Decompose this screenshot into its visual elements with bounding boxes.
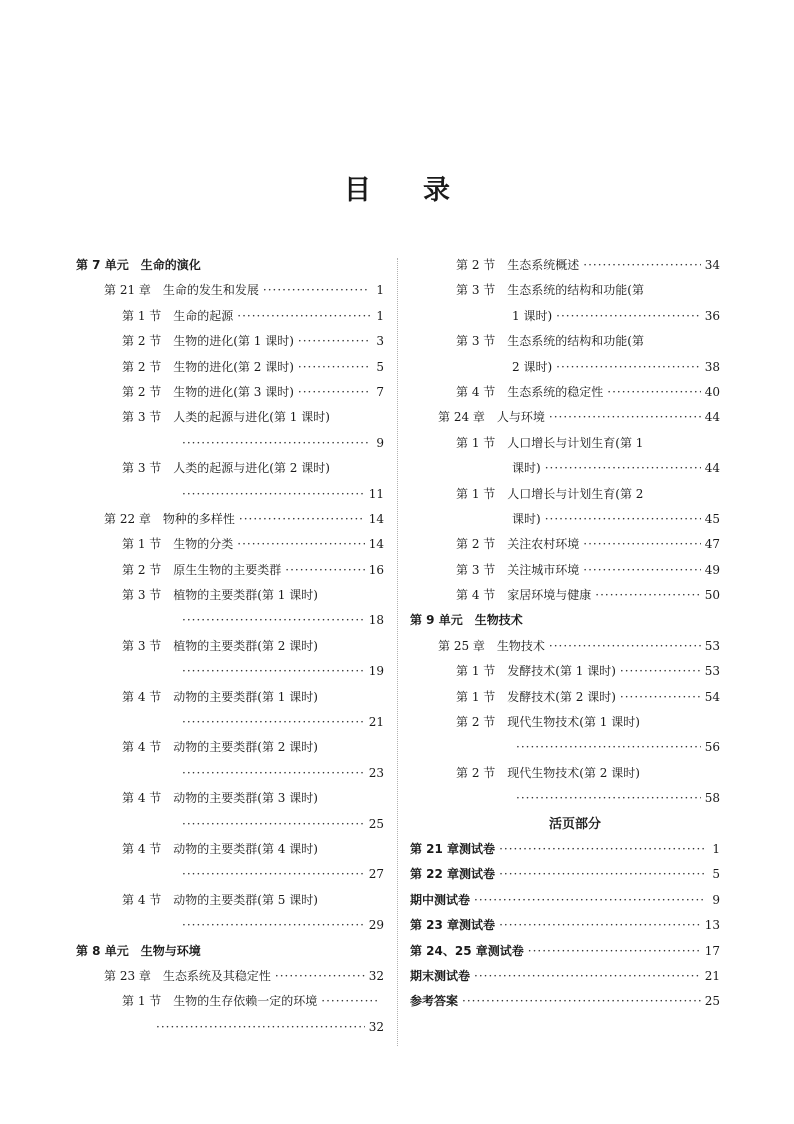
toc-page-number: 44 bbox=[704, 461, 720, 476]
toc-test[interactable] bbox=[410, 939, 720, 964]
toc-continuation[interactable] bbox=[76, 659, 384, 684]
toc-page-number: 32 bbox=[368, 968, 384, 983]
toc-entry-label: 第 4 节 动物的主要类群(第 5 课时) bbox=[122, 892, 318, 907]
toc-page-number: 5 bbox=[712, 867, 720, 882]
toc-page-number: 38 bbox=[704, 359, 720, 374]
toc-section[interactable] bbox=[410, 659, 720, 684]
toc-page-number: 44 bbox=[704, 410, 720, 425]
toc-page-number: 50 bbox=[704, 588, 720, 603]
toc-continuation[interactable] bbox=[410, 355, 720, 380]
toc-section[interactable] bbox=[76, 735, 384, 760]
toc-continuation[interactable] bbox=[76, 913, 384, 938]
toc-page-number: 56 bbox=[704, 740, 720, 755]
toc-page-number: 40 bbox=[704, 384, 720, 399]
dot-leader bbox=[499, 913, 701, 938]
toc-section[interactable] bbox=[410, 685, 720, 710]
toc-chapter[interactable] bbox=[410, 405, 720, 430]
toc-entry-label: 第 3 节 植物的主要类群(第 1 课时) bbox=[122, 588, 318, 603]
toc-entry-label: 第 22 章测试卷 bbox=[410, 867, 496, 882]
toc-page-number: 36 bbox=[704, 308, 720, 323]
toc-section[interactable] bbox=[410, 253, 720, 278]
toc-entry-label: 第 1 节 生物的分类 bbox=[122, 537, 234, 552]
toc-page-number: 27 bbox=[368, 867, 384, 882]
toc-left-column bbox=[76, 253, 384, 1040]
toc-section[interactable] bbox=[76, 532, 384, 557]
toc-section[interactable] bbox=[76, 355, 384, 380]
dot-leader bbox=[182, 482, 365, 507]
toc-section[interactable] bbox=[76, 685, 384, 710]
dot-leader bbox=[156, 1015, 365, 1040]
toc-entry-label: 第 4 节 动物的主要类群(第 3 课时) bbox=[122, 791, 318, 806]
dot-leader bbox=[298, 355, 370, 380]
toc-continuation[interactable] bbox=[76, 812, 384, 837]
toc-entry-label: 第 24 章 人与环境 bbox=[438, 410, 545, 425]
toc-entry-label: 第 3 节 人类的起源与进化(第 2 课时) bbox=[122, 461, 330, 476]
dot-leader bbox=[275, 964, 365, 989]
toc-continuation[interactable] bbox=[76, 1015, 384, 1040]
dot-leader bbox=[499, 837, 706, 862]
toc-entry-label: 第 3 节 生态系统的结构和功能(第 bbox=[456, 283, 644, 298]
dot-leader bbox=[516, 786, 701, 811]
toc-page-number: 13 bbox=[704, 918, 720, 933]
toc-page-number: 14 bbox=[368, 537, 384, 552]
toc-section[interactable] bbox=[410, 761, 720, 786]
toc-page-number: 53 bbox=[704, 664, 720, 679]
toc-page-number: 16 bbox=[368, 562, 384, 577]
toc-page-number: 47 bbox=[704, 537, 720, 552]
dot-leader bbox=[237, 532, 364, 557]
dot-leader bbox=[239, 507, 365, 532]
toc-entry-label: 第 23 章测试卷 bbox=[410, 918, 496, 933]
toc-entry-label: 第 3 节 人类的起源与进化(第 1 课时) bbox=[122, 410, 330, 425]
toc-continuation[interactable] bbox=[410, 735, 720, 760]
toc-entry-label: 1 课时) bbox=[512, 308, 553, 323]
dot-leader bbox=[462, 989, 701, 1014]
toc-unit bbox=[76, 253, 384, 278]
toc-test[interactable] bbox=[410, 989, 720, 1014]
toc-unit bbox=[410, 608, 720, 633]
toc-entry-label: 第 1 节 发酵技术(第 1 课时) bbox=[456, 664, 616, 679]
toc-entry-label: 第 1 节 生物的生存依赖一定的环境 bbox=[122, 994, 318, 1009]
column-divider bbox=[397, 258, 398, 1046]
dot-leader bbox=[182, 761, 365, 786]
dot-leader bbox=[528, 939, 701, 964]
toc-section[interactable] bbox=[76, 558, 384, 583]
toc-heading: 活页部分 bbox=[548, 816, 601, 832]
toc-continuation[interactable] bbox=[410, 456, 720, 481]
toc-chapter[interactable] bbox=[410, 634, 720, 659]
toc-page-number: 1 bbox=[376, 308, 384, 323]
toc-page-number: 1 bbox=[376, 283, 384, 298]
page-title bbox=[0, 168, 794, 207]
toc-page-number: 25 bbox=[368, 816, 384, 831]
toc-section[interactable] bbox=[410, 278, 720, 303]
dot-leader bbox=[182, 913, 365, 938]
toc-section[interactable] bbox=[410, 380, 720, 405]
toc-test[interactable] bbox=[410, 964, 720, 989]
toc-section[interactable] bbox=[76, 634, 384, 659]
toc-page-number: 23 bbox=[368, 765, 384, 780]
toc-entry-label: 第 2 节 生物的进化(第 2 课时) bbox=[122, 359, 294, 374]
toc-entry-label: 第 4 节 家居环境与健康 bbox=[456, 588, 592, 603]
toc-page-number: 45 bbox=[704, 511, 720, 526]
dot-leader bbox=[298, 329, 370, 354]
toc-test[interactable] bbox=[410, 913, 720, 938]
toc-entry-label: 第 25 章 生物技术 bbox=[438, 638, 545, 653]
toc-page-number: 17 bbox=[704, 943, 720, 958]
dot-leader bbox=[474, 964, 701, 989]
toc-right-column bbox=[410, 253, 720, 1015]
toc-section[interactable] bbox=[76, 380, 384, 405]
toc-entry-label: 第 4 节 动物的主要类群(第 1 课时) bbox=[122, 689, 318, 704]
dot-leader bbox=[620, 659, 701, 684]
toc-chapter[interactable] bbox=[76, 507, 384, 532]
toc-section[interactable] bbox=[76, 837, 384, 862]
toc-entry-label: 课时) bbox=[512, 511, 541, 526]
toc-test[interactable] bbox=[410, 837, 720, 862]
toc-entry-label: 第 21 章 生命的发生和发展 bbox=[104, 283, 259, 298]
dot-leader bbox=[263, 278, 370, 303]
dot-leader bbox=[182, 710, 365, 735]
toc-continuation[interactable] bbox=[76, 431, 384, 456]
toc-entry-label: 第 4 节 生态系统的稳定性 bbox=[456, 384, 604, 399]
toc-entry-label: 期中测试卷 bbox=[410, 892, 471, 907]
dot-leader bbox=[182, 608, 365, 633]
dot-leader bbox=[182, 812, 365, 837]
toc-page-number: 5 bbox=[376, 359, 384, 374]
toc-continuation[interactable] bbox=[76, 710, 384, 735]
toc-section[interactable] bbox=[76, 329, 384, 354]
toc-entry-label: 第 2 节 生物的进化(第 3 课时) bbox=[122, 384, 294, 399]
toc-section[interactable] bbox=[76, 888, 384, 913]
toc-section[interactable] bbox=[76, 583, 384, 608]
toc-continuation[interactable] bbox=[76, 862, 384, 887]
toc-page-number: 53 bbox=[704, 638, 720, 653]
title-char-1: 目 bbox=[344, 175, 371, 206]
toc-section[interactable] bbox=[76, 786, 384, 811]
toc-section[interactable] bbox=[76, 405, 384, 430]
toc-entry-label: 第 23 章 生态系统及其稳定性 bbox=[104, 968, 271, 983]
dot-leader bbox=[474, 888, 706, 913]
dot-leader bbox=[556, 304, 701, 329]
toc-entry-label: 第 1 节 生命的起源 bbox=[122, 308, 234, 323]
toc-entry-label: 第 21 章测试卷 bbox=[410, 841, 496, 856]
dot-leader bbox=[237, 304, 370, 329]
toc-continuation[interactable] bbox=[410, 304, 720, 329]
toc-section[interactable] bbox=[410, 532, 720, 557]
toc-page-number: 21 bbox=[704, 968, 720, 983]
dot-leader bbox=[545, 456, 701, 481]
dot-leader bbox=[607, 380, 700, 405]
dot-leader bbox=[182, 862, 365, 887]
toc-page-number: 21 bbox=[368, 715, 384, 730]
toc-entry-label: 第 2 节 生态系统概述 bbox=[456, 258, 580, 272]
toc-test[interactable] bbox=[410, 862, 720, 887]
toc-page-number: 25 bbox=[704, 994, 720, 1009]
toc-entry-label: 第 2 节 生物的进化(第 1 课时) bbox=[122, 334, 294, 349]
toc-page-number: 14 bbox=[368, 511, 384, 526]
toc-section[interactable] bbox=[410, 482, 720, 507]
dot-leader bbox=[583, 558, 700, 583]
toc-section[interactable] bbox=[76, 456, 384, 481]
toc-test[interactable] bbox=[410, 888, 720, 913]
toc-entry-label: 第 1 节 发酵技术(第 2 课时) bbox=[456, 689, 616, 704]
toc-chapter[interactable] bbox=[76, 278, 384, 303]
toc-page-number: 3 bbox=[376, 334, 384, 349]
toc-entry-label: 第 2 节 原生生物的主要类群 bbox=[122, 562, 282, 577]
toc-entry-label: 2 课时) bbox=[512, 359, 553, 374]
toc-page-number: 11 bbox=[368, 486, 384, 501]
dot-leader bbox=[182, 431, 370, 456]
dot-leader bbox=[620, 685, 701, 710]
toc-chapter[interactable] bbox=[76, 964, 384, 989]
dot-leader bbox=[499, 862, 706, 887]
toc-entry-label: 第 3 节 生态系统的结构和功能(第 bbox=[456, 334, 644, 349]
dot-leader bbox=[321, 989, 380, 1014]
toc-page-number: 49 bbox=[704, 562, 720, 577]
toc-entry-label: 参考答案 bbox=[410, 994, 459, 1009]
toc-continuation[interactable] bbox=[76, 608, 384, 633]
toc-continuation[interactable] bbox=[76, 761, 384, 786]
toc-entry-label: 第 1 节 人口增长与计划生育(第 1 bbox=[456, 435, 644, 450]
dot-leader bbox=[298, 380, 370, 405]
toc-continuation[interactable] bbox=[410, 786, 720, 811]
toc-entry-label: 第 2 节 现代生物技术(第 2 课时) bbox=[456, 765, 640, 780]
dot-leader bbox=[285, 558, 364, 583]
dot-leader bbox=[549, 634, 701, 659]
toc-page-number: 9 bbox=[376, 435, 384, 450]
toc-entry-label: 第 3 节 关注城市环境 bbox=[456, 562, 580, 577]
dot-leader bbox=[549, 405, 701, 430]
toc-section[interactable] bbox=[410, 431, 720, 456]
dot-leader bbox=[182, 659, 365, 684]
toc-section[interactable] bbox=[76, 989, 384, 1014]
toc-entry-label: 第 4 节 动物的主要类群(第 2 课时) bbox=[122, 740, 318, 755]
toc-section[interactable] bbox=[410, 558, 720, 583]
toc-entry-label: 第 7 单元 生命的演化 bbox=[76, 258, 201, 272]
toc-page-number: 7 bbox=[376, 384, 384, 399]
toc-entry-label: 第 2 节 现代生物技术(第 1 课时) bbox=[456, 715, 640, 730]
toc-page-number: 9 bbox=[712, 892, 720, 907]
dot-leader bbox=[516, 735, 701, 760]
toc-section[interactable] bbox=[76, 304, 384, 329]
toc-page-number: 18 bbox=[368, 613, 384, 628]
toc-page-number: 58 bbox=[704, 791, 720, 806]
toc-page-number: 19 bbox=[368, 664, 384, 679]
toc-entry-label: 第 24、25 章测试卷 bbox=[410, 943, 524, 958]
toc-entry-label: 第 4 节 动物的主要类群(第 4 课时) bbox=[122, 841, 318, 856]
toc-entry-label: 第 1 节 人口增长与计划生育(第 2 bbox=[456, 486, 644, 501]
toc-entry-label: 第 2 节 关注农村环境 bbox=[456, 537, 580, 552]
dot-leader bbox=[595, 583, 700, 608]
toc-page-number: 34 bbox=[704, 258, 720, 272]
toc-page-number: 29 bbox=[368, 918, 384, 933]
dot-leader bbox=[583, 253, 700, 278]
toc-unit bbox=[76, 939, 384, 964]
dot-leader bbox=[556, 355, 701, 380]
toc-entry-label: 第 8 单元 生物与环境 bbox=[76, 943, 201, 958]
toc-section[interactable] bbox=[410, 710, 720, 735]
toc-page-number: 32 bbox=[368, 1019, 384, 1034]
toc-continuation[interactable] bbox=[76, 482, 384, 507]
dot-leader bbox=[583, 532, 700, 557]
toc-entry-label: 第 9 单元 生物技术 bbox=[410, 613, 523, 628]
toc-page-number: 54 bbox=[704, 689, 720, 704]
title-char-2: 录 bbox=[423, 175, 450, 206]
toc-page-number: 1 bbox=[712, 841, 720, 856]
toc-entry-label: 第 22 章 物种的多样性 bbox=[104, 511, 235, 526]
toc-section[interactable] bbox=[410, 329, 720, 354]
toc-entry-label: 期末测试卷 bbox=[410, 968, 471, 983]
toc-entry-label: 第 3 节 植物的主要类群(第 2 课时) bbox=[122, 638, 318, 653]
dot-leader bbox=[545, 507, 701, 532]
toc-section[interactable] bbox=[410, 583, 720, 608]
toc-continuation[interactable] bbox=[410, 507, 720, 532]
toc-entry-label: 课时) bbox=[512, 461, 541, 476]
